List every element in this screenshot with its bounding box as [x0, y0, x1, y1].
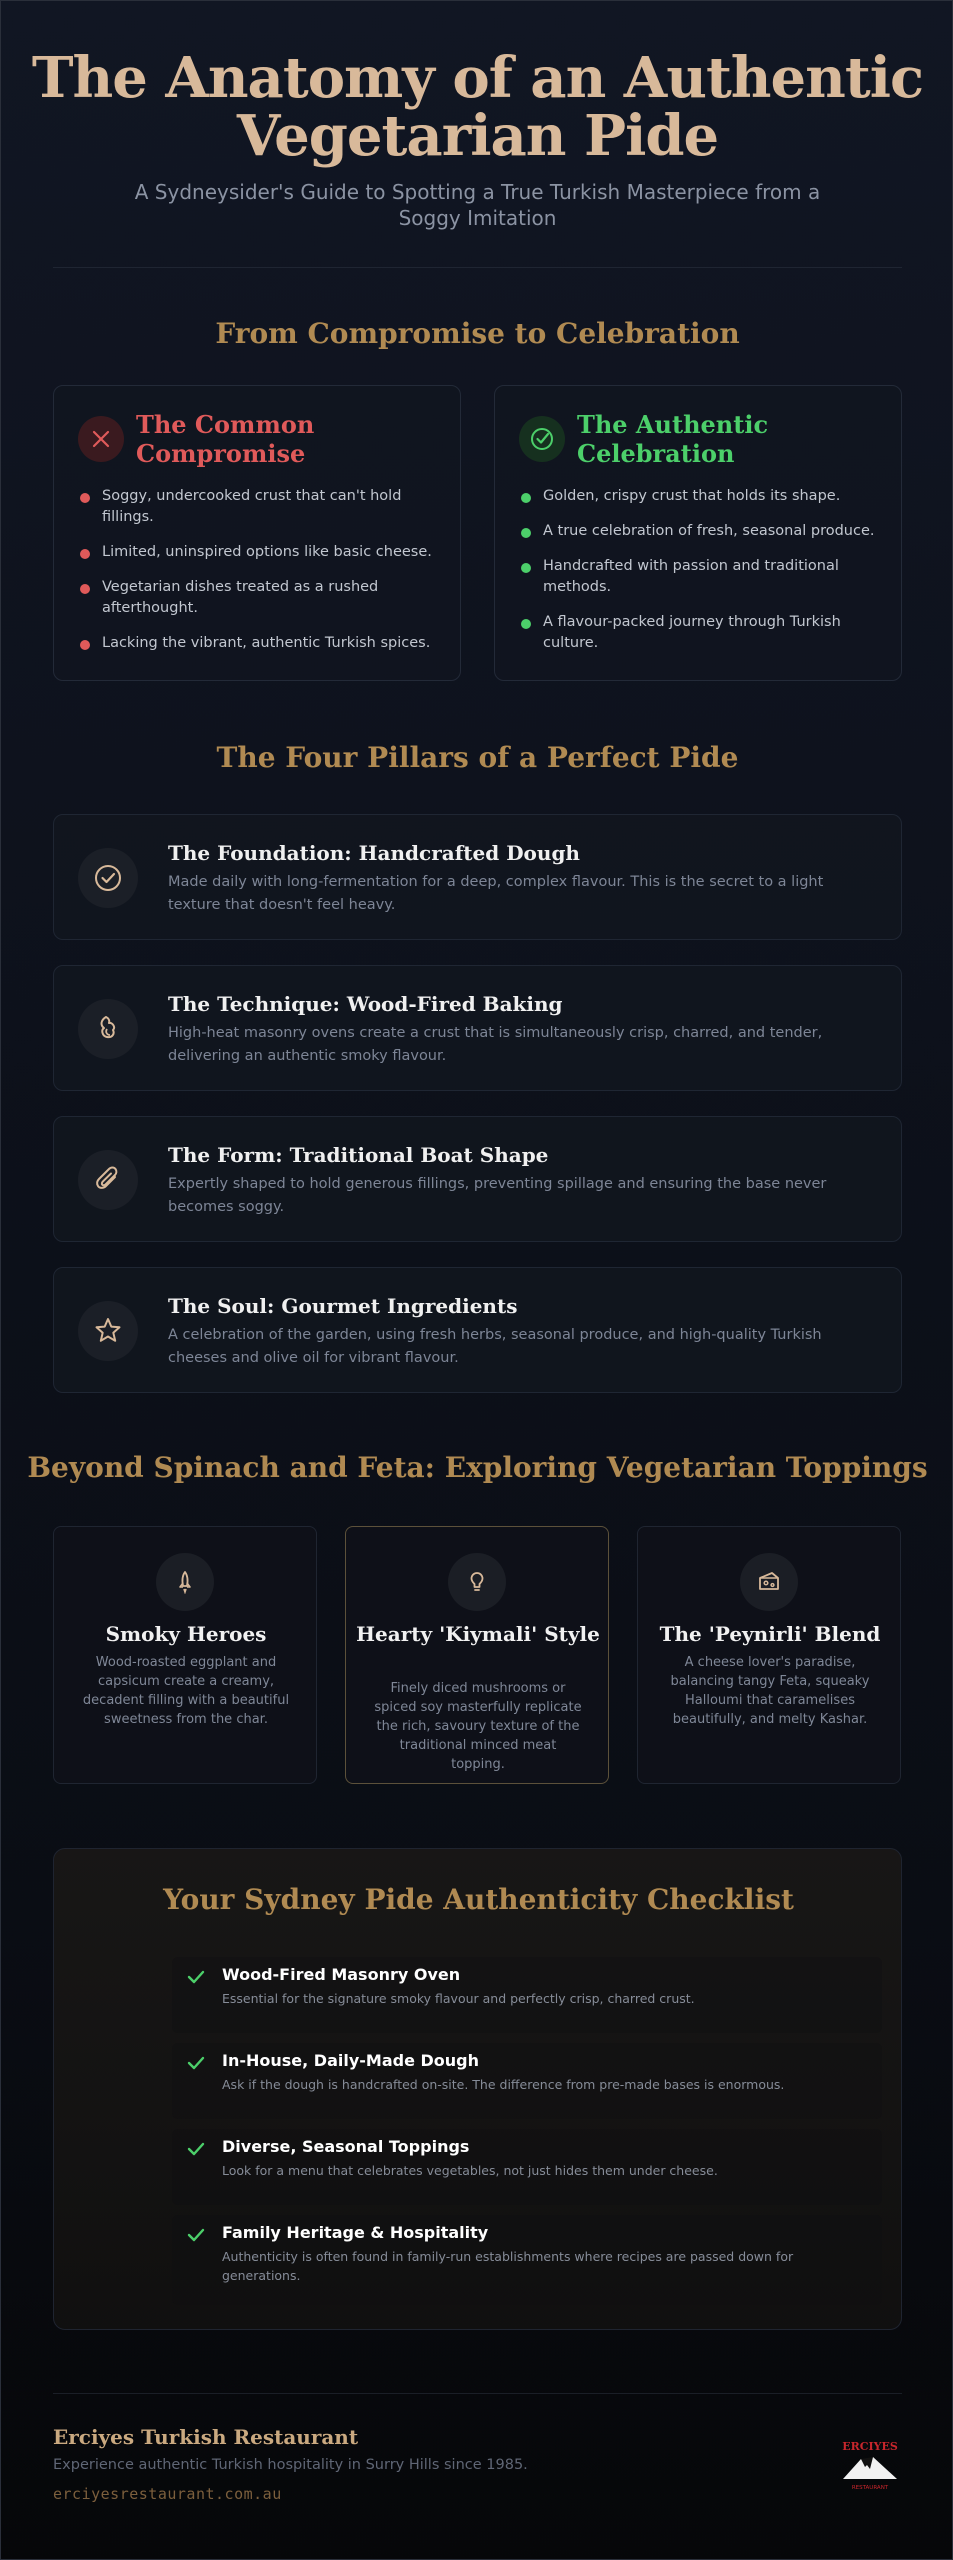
footer-website-link[interactable]: erciyesrestaurant.com.au [53, 2485, 282, 2503]
topping-title: Smoky Heroes [105, 1622, 267, 1646]
pillar-text: Expertly shaped to hold generous fillings, preventing spillage and ensuring the base never becomes soggy. [168, 1176, 827, 1215]
list-item: A true celebration of fresh, seasonal produce. [521, 521, 881, 542]
star-icon [78, 1301, 138, 1361]
flame-icon [78, 999, 138, 1059]
topping-card-kiymali [345, 1526, 609, 1784]
lightbulb-icon [448, 1553, 506, 1611]
checklist-item-title: Diverse, Seasonal Toppings [222, 2137, 470, 2156]
toppings-section-title: Beyond Spinach and Feta: Exploring Vegetarian Toppings [27, 1451, 928, 1484]
topping-text: Finely diced mushrooms or spiced soy masterfully replicate the rich, savoury texture of the traditional minced meat topping. [374, 1681, 582, 1772]
page-title-line1: The Anatomy of an Authentic [31, 45, 924, 111]
cheese-icon [740, 1553, 798, 1611]
logo-subtext: RESTAURANT [851, 2485, 889, 2491]
checkmark-icon [186, 2139, 206, 2159]
footer-divider [53, 2393, 902, 2394]
topping-card-smoky-heroes [53, 1526, 317, 1784]
page-title-line2: Vegetarian Pide [236, 103, 719, 169]
checklist-item-text: Essential for the signature smoky flavour and perfectly crisp, charred crust. [222, 1991, 695, 2006]
checklist-item-text: Authenticity is often found in family-run establishments where recipes are passed down for generations. [222, 2249, 794, 2283]
checklist-item-title: Wood-Fired Masonry Oven [222, 1965, 461, 1984]
checkmark-icon [186, 2225, 206, 2245]
check-circle-icon [78, 848, 138, 908]
pillar-title: The Technique: Wood-Fired Baking [168, 992, 563, 1016]
topping-title: The 'Peynirli' Blend [659, 1622, 881, 1646]
topping-title: Hearty 'Kiymali' Style [356, 1622, 600, 1646]
authentic-celebration-title: The Authentic Celebration [577, 410, 769, 468]
list-item: A flavour-packed journey through Turkish culture. [521, 612, 881, 654]
checklist-item-text: Look for a menu that celebrates vegetables, not just hides them under cheese. [222, 2163, 718, 2178]
pillar-card-soul [53, 1267, 902, 1393]
pillar-title: The Foundation: Handcrafted Dough [168, 841, 580, 865]
list-item: Vegetarian dishes treated as a rushed afterthought. [80, 577, 440, 619]
authentic-celebration-card [494, 385, 902, 681]
authenticity-checklist [53, 1848, 902, 2330]
compare-section-title: From Compromise to Celebration [215, 317, 740, 350]
list-item: Limited, uninspired options like basic cheese. [80, 542, 440, 563]
checklist-item-title: Family Heritage & Hospitality [222, 2223, 489, 2242]
pillars-section-title: The Four Pillars of a Perfect Pide [216, 741, 739, 774]
page-title [1, 45, 953, 169]
pillar-title: The Soul: Gourmet Ingredients [168, 1294, 518, 1318]
pillar-card-technique [53, 965, 902, 1091]
pillar-text: Made daily with long-fermentation for a deep, complex flavour. This is the secret to a light texture that doesn't feel heavy. [168, 874, 824, 913]
common-compromise-list [80, 486, 440, 668]
pillar-title: The Form: Traditional Boat Shape [168, 1143, 549, 1167]
common-compromise-card [53, 385, 461, 681]
topping-text: Wood-roasted eggplant and capsicum create a creamy, decadent filling with a beautiful sweetness from the char. [82, 1655, 290, 1727]
checkmark-icon [186, 2053, 206, 2073]
checklist-title: Your Sydney Pide Authenticity Checklist [163, 1883, 794, 1916]
paperclip-icon [78, 1150, 138, 1210]
erciyes-logo [837, 2435, 903, 2495]
authentic-celebration-list [521, 486, 881, 668]
pillar-text: High-heat masonry ovens create a crust that is simultaneously crisp, charred, and tender, delivering an authentic smoky flavour. [168, 1025, 823, 1064]
pillar-card-form [53, 1116, 902, 1242]
common-compromise-title: The Common Compromise [136, 410, 315, 468]
pillar-card-foundation [53, 814, 902, 940]
list-item: Soggy, undercooked crust that can't hold fillings. [80, 486, 440, 528]
list-item: Handcrafted with passion and traditional methods. [521, 556, 881, 598]
topping-card-peynirli [637, 1526, 901, 1784]
check-circle-icon [519, 416, 565, 462]
pillar-text: A celebration of the garden, using fresh herbs, seasonal produce, and high-quality Turkish cheeses and olive oil for vibrant flavour. [168, 1327, 822, 1366]
list-item: Golden, crispy crust that holds its shape. [521, 486, 881, 507]
logo-wordmark: ERCIYES [842, 2440, 898, 2453]
topping-text: A cheese lover's paradise, balancing tangy Feta, squeaky Halloumi that caramelises beautifully, and melty Kashar. [670, 1655, 870, 1727]
rocket-icon [156, 1553, 214, 1611]
checklist-item-title: In-House, Daily-Made Dough [222, 2051, 479, 2070]
header-divider [53, 267, 902, 268]
checklist-item-text: Ask if the dough is handcrafted on-site. The difference from pre-made bases is enormous. [222, 2077, 785, 2092]
footer-restaurant-name: Erciyes Turkish Restaurant [53, 2425, 359, 2449]
footer-tagline: Experience authentic Turkish hospitality in Surry Hills since 1985. [53, 2457, 528, 2473]
checkmark-icon [186, 1967, 206, 1987]
x-circle-icon [78, 416, 124, 462]
page-subtitle: A Sydneysider's Guide to Spotting a True Turkish Masterpiece from a Soggy Imitation [134, 180, 821, 230]
list-item: Lacking the vibrant, authentic Turkish spices. [80, 633, 440, 654]
